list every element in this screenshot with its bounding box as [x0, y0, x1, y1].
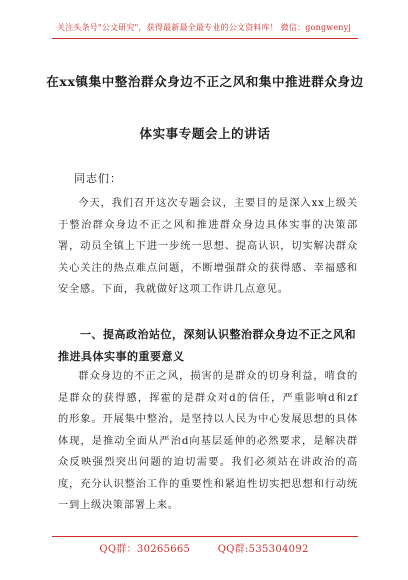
footer-qq-group-2: QQ群:535304092 — [217, 544, 309, 555]
footer-divider — [52, 536, 358, 537]
document-title-line-1: 在xx镇集中整治群众身边不正之风和集中推进群众身边 — [46, 74, 364, 89]
footer-contact — [0, 540, 408, 555]
footer-qq-group-1: QQ群：30265665 — [99, 544, 191, 555]
paragraph-section-1: 群众身边的不正之风，损害的是群众的切身利益，啃食的是群众的获得感，挥霍的是群众对d的信任，严重影响d和zf的形象。开展集中整治，是坚持以人民为中心发展思想的具体体现，是推动全面从严治d向基层延伸的必然要求，是解决群众反映强烈突出问题的迫切需要。我们必须站在讲政治的高度，充分认识整治工作的重要性和紧迫性切实把思想和行动统一到上级决策部署上来。 — [58, 371, 358, 511]
header-note: 关注头条号"公文研究"，获得最新最全最专业的公文资料库！ 微信：gongwenyj — [56, 23, 352, 32]
header-divider — [52, 38, 358, 39]
document-title-line-2: 体实事专题会上的讲话 — [139, 126, 271, 141]
section-heading-1: 一、提高政治站位，深刻认识整治群众身边不正之风和推进具体实事的重要意义 — [58, 328, 356, 363]
paragraph-intro: 今天，我们召开这次专题会议，主要目的是深入xx上级关于整治群众身边不正之风和推进群众身边具体实事的决策部署，动员全镇上下进一步统一思想、提高认识，切实解决群众关心关注的热点难点问题，不断增强群众的获得感、幸福感和安全感。下面，我就做好这项工作讲几点意见。 — [58, 198, 358, 295]
salutation: 同志们： — [74, 172, 122, 185]
